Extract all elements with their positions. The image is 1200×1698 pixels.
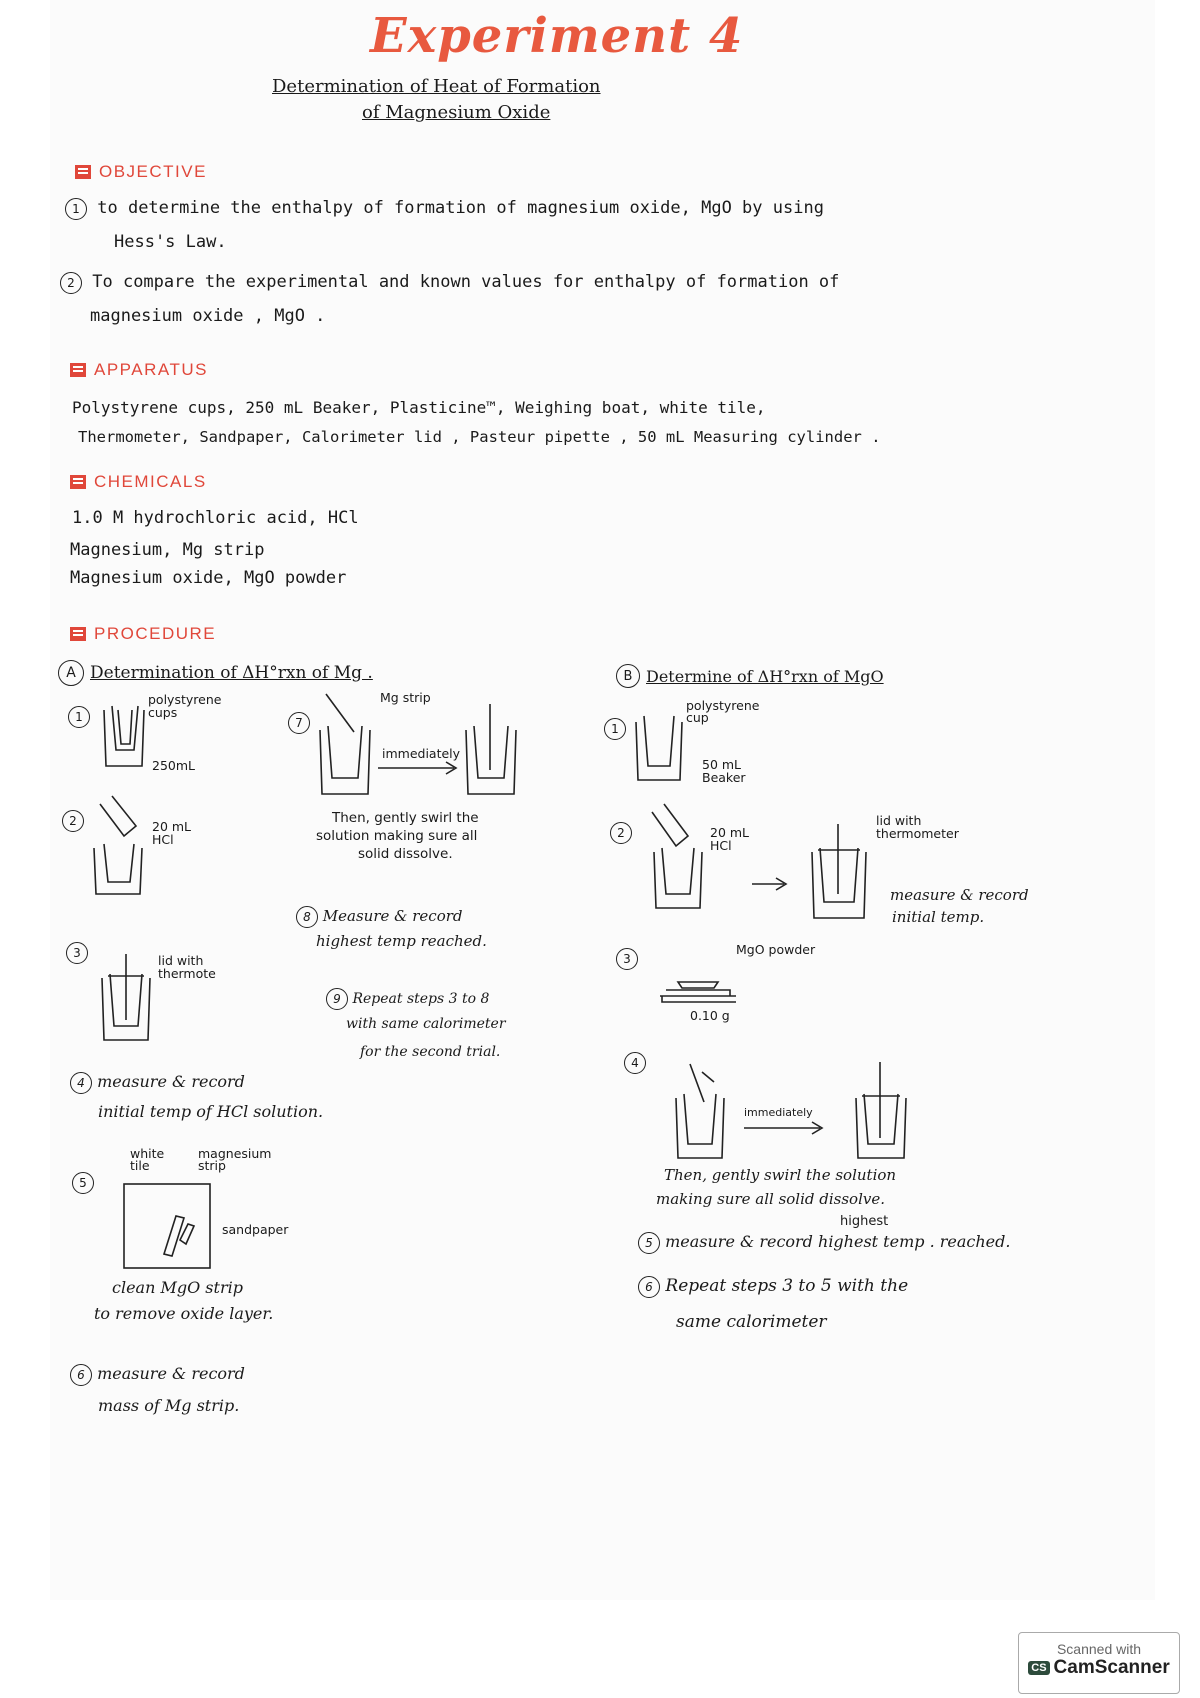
part-a-step-4-text-2: initial temp of HCl solution.	[98, 1102, 324, 1121]
part-b-letter: B	[616, 664, 640, 688]
part-a-step-9-line-1	[326, 988, 489, 1010]
chemicals-label: CHEMICALS	[94, 472, 207, 491]
notebook-page	[50, 0, 1155, 1600]
chemicals-line-3: Magnesium oxide, MgO powder	[70, 568, 347, 588]
part-b-step-3-number: 3	[616, 948, 638, 970]
camscanner-brand	[1019, 1657, 1179, 1679]
label-polystyrene-cups: polystyrene cups	[148, 692, 222, 720]
part-a-letter: A	[58, 660, 84, 686]
objective-line-1	[65, 198, 824, 220]
part-a-step-7-text-1: Then, gently swirl the	[332, 810, 479, 826]
part-a-step-1-number: 1	[68, 706, 90, 728]
part-a-step-6-number: 6	[70, 1364, 92, 1386]
part-b-step-6-line-1	[638, 1276, 908, 1298]
part-b-step-5-text: measure & record highest temp . reached.	[665, 1232, 1011, 1251]
part-a-step-9-text-1: Repeat steps 3 to 8	[352, 991, 490, 1007]
part-a-step-8-number: 8	[296, 906, 318, 928]
part-b-step-4-number: 4	[624, 1052, 646, 1074]
apparatus-label: APPARATUS	[94, 360, 208, 379]
apparatus-line-2: Thermometer, Sandpaper, Calorimeter lid , Pasteur pipette , 50 mL Measuring cylinder .	[78, 428, 881, 446]
chemicals-heading	[70, 472, 207, 492]
label-lid-with-thermometer: lid with thermote	[158, 953, 216, 981]
part-a-heading	[58, 660, 373, 686]
part-b-step-1-number: 1	[604, 718, 626, 740]
apparatus-line-1: Polystyrene cups, 250 mL Beaker, Plasticine™, Weighing boat, white tile,	[72, 398, 766, 417]
label-white-tile: white tile	[130, 1146, 165, 1173]
part-a-step-5-number: 5	[72, 1172, 94, 1194]
weighing-balance-icon	[658, 960, 758, 1010]
objective-label: OBJECTIVE	[99, 162, 207, 181]
objective-number-1: 1	[65, 198, 87, 220]
section-icon	[75, 165, 91, 179]
part-a-step-6-text-1: measure & record	[97, 1364, 245, 1383]
part-a-step-7-text-2: solution making sure all	[316, 828, 478, 844]
label-immediately-b: immediately	[744, 1106, 813, 1119]
scanned-with-text: Scanned with	[1056, 1641, 1142, 1657]
part-b-step-5-line	[638, 1232, 1010, 1254]
label-sandpaper: sandpaper	[222, 1222, 289, 1237]
part-a-step-8-text-2: highest temp reached.	[316, 932, 487, 950]
part-b-step-6-number: 6	[638, 1276, 660, 1298]
label-lid-with-thermometer-b: lid with thermometer	[876, 813, 959, 841]
part-a-step-6-text-2: mass of Mg strip.	[98, 1396, 240, 1415]
camscanner-label: CamScanner	[1053, 1657, 1170, 1678]
part-b-step-2-text-1: measure & record	[890, 886, 1029, 904]
part-a-step-9-text-3: for the second trial.	[360, 1044, 501, 1060]
page-title: Experiment 4	[370, 8, 744, 64]
section-icon	[70, 363, 86, 377]
label-20ml-hcl-b: 20 mL HCl	[710, 825, 750, 853]
part-a-step-9-number: 9	[326, 988, 348, 1010]
part-b-step-6-text-2: same calorimeter	[676, 1312, 827, 1332]
part-b-title: Determine of ΔH°rxn of MgO	[646, 666, 884, 686]
subtitle-line-2: of Magnesium Oxide	[362, 102, 551, 123]
part-a-step-3-number: 3	[66, 942, 88, 964]
part-b-heading	[616, 664, 884, 688]
label-mg-strip: Mg strip	[380, 690, 431, 705]
part-b-step-4-text-2: making sure all solid dissolve.	[656, 1190, 885, 1208]
objective-text-2a: To compare the experimental and known values for enthalpy of formation of	[92, 272, 840, 292]
part-a-step-8-text-1: Measure & record	[322, 907, 463, 925]
camscanner-watermark	[1018, 1632, 1180, 1694]
part-b-step-2-text-2: initial temp.	[892, 908, 985, 926]
chemicals-line-2: Magnesium, Mg strip	[70, 540, 265, 560]
label-mass-0-10g: 0.10 g	[690, 1008, 730, 1023]
camscanner-logo-icon: CS	[1028, 1661, 1049, 1675]
label-polystyrene-cup: polystyrene cup	[686, 698, 760, 725]
part-a-title: Determination of ΔH°rxn of Mg .	[90, 663, 373, 683]
part-a-step-8-line-1	[296, 906, 463, 928]
procedure-heading	[70, 624, 216, 644]
label-immediately-a: immediately	[382, 746, 461, 761]
part-a-step-7-number: 7	[288, 712, 310, 734]
part-b-step-2-number: 2	[610, 822, 632, 844]
part-a-step-6-line-1	[70, 1364, 245, 1386]
objective-text-1b: Hess's Law.	[114, 232, 227, 252]
label-50ml-beaker: 50 mL Beaker	[702, 757, 746, 785]
part-b-step-4-text-1: Then, gently swirl the solution	[664, 1166, 897, 1184]
section-icon	[70, 627, 86, 641]
part-a-step-4-text-1: measure & record	[97, 1072, 245, 1091]
label-250ml: 250mL	[152, 758, 195, 773]
part-a-step-7-text-3: solid dissolve.	[358, 846, 453, 862]
apparatus-heading	[70, 360, 208, 380]
pouring-hcl-icon	[90, 800, 200, 900]
subtitle-line-1: Determination of Heat of Formation	[272, 76, 601, 97]
part-a-step-5-text-2: to remove oxide layer.	[94, 1304, 274, 1323]
part-b-step-6-text-1: Repeat steps 3 to 5 with the	[665, 1276, 909, 1296]
objective-heading	[75, 162, 207, 182]
part-a-step-4-line-1	[70, 1072, 245, 1094]
objective-line-2	[60, 272, 839, 294]
label-20ml-hcl: 20 mL HCl	[152, 819, 192, 847]
label-highest: highest	[840, 1214, 889, 1229]
objective-text-2b: magnesium oxide , MgO .	[90, 306, 326, 326]
chemicals-line-1: 1.0 M hydrochloric acid, HCl	[72, 508, 359, 528]
adding-mg-strip-icon	[314, 690, 534, 800]
part-a-step-9-text-2: with same calorimeter	[346, 1016, 506, 1032]
section-icon	[70, 475, 86, 489]
label-mgo-powder: MgO powder	[736, 942, 816, 957]
objective-text-1a: to determine the enthalpy of formation of magnesium oxide, MgO by using	[97, 198, 824, 218]
procedure-label: PROCEDURE	[94, 624, 217, 643]
objective-number-2: 2	[60, 272, 82, 294]
part-a-step-4-number: 4	[70, 1072, 92, 1094]
part-a-step-2-number: 2	[62, 810, 84, 832]
label-magnesium-strip: magnesium strip	[198, 1146, 272, 1173]
part-b-step-5-number: 5	[638, 1232, 660, 1254]
part-a-step-5-text-1: clean MgO strip	[112, 1278, 243, 1297]
